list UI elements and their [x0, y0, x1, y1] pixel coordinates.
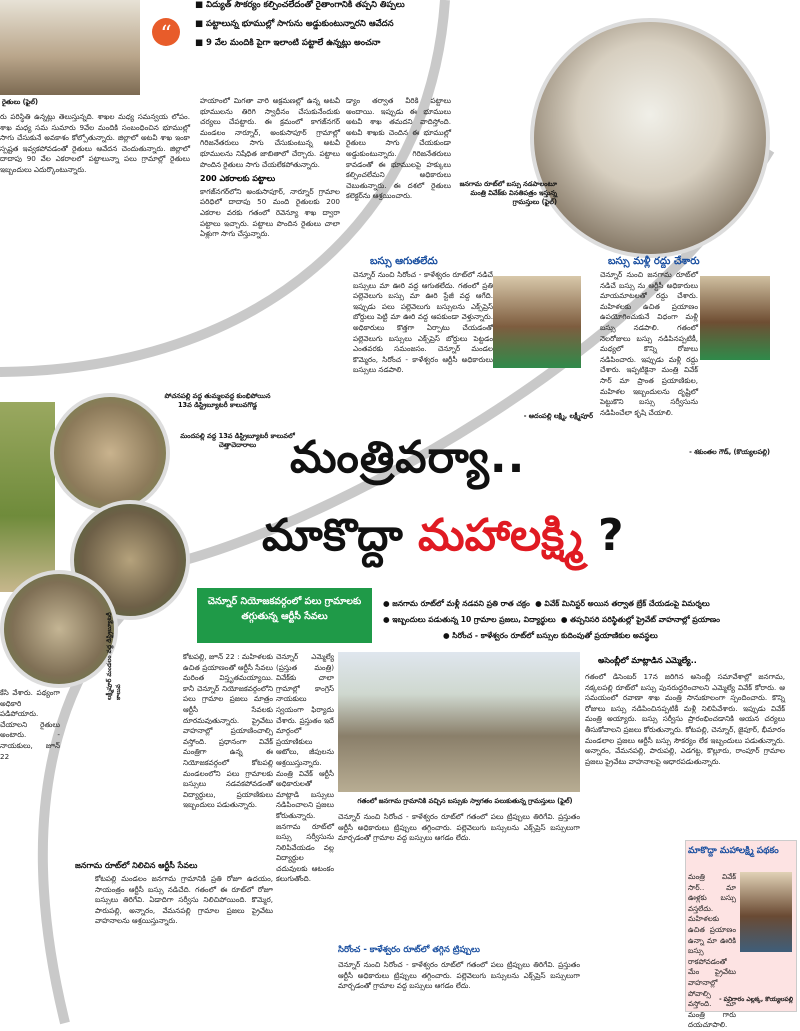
- bullet-item: ● ఇబ్బందులు పడుతున్న 10 గ్రామాల ప్రజలు, విద్యార్థులు ● తప్పనిసరి పరిస్థితుల్లో ప్రైవేట్ వాహనాల్లో ప్రయాణం: [383, 615, 721, 624]
- top-left-caption: రైతులు (ఫైల్): [2, 98, 38, 106]
- villagers-bus-photo: [338, 652, 580, 792]
- center-top-text: హయాంలో మిగతా వారి అక్రమణల్లో ఉన్న అటవీ భూములను తిరిగి స్వాధీనం చేసుకునేందుకు చర్యలు చేపట్టారు. ఈ క్రమంలో కాగజ్‌నగర్ మండలం నార్నూర్, అంకుసాపూర్ గ్రామాల్లో గిరిజనేతరులు సాగు చేసుకుంటున్న అటవీ భూములను నిషేధిత జాబితాలో చేర్చారు. పట్టాలు పొందిన రైతులు సాగు చేయలేకపోతున్నారు.: [200, 96, 340, 169]
- column-a2: కోటపల్లి మండలం జనగామ గ్రామానికి ప్రతి రోజూ ఉదయం, సాయంత్రం ఆర్టీసీ బస్సు నడిచేది. గతంలో ఈ రూట్‌లో రోజూ బస్సులు తిరిగేవి. ఏడాదిగా సర్వీసు నిలిచిపోయింది. కొమ్మెర, పారుపల్లి, అన్నారం, వేమనపల్లి గ్రామాల ప్రజలు ప్రైవేటు వాహనాలను ఆశ్రయిస్తున్నారు.: [95, 874, 273, 926]
- column-c-text: చెన్నూర్ నుంచి సిరోంచ - కాళేశ్వరం రూట్‌లో గతంలో పలు ట్రిప్పులు తిరిగేవి. ప్రస్తుతం ఆర్టీసీ అధికారులు ట్రిప్పులు తగ్గించారు. పల్లెవెలుగు బస్సులను ఎక్స్‌ప్రెస్ బస్సులుగా మార్చడంతో గ్రామాల వద్ద బస్సులు ఆగడం లేదు.: [338, 812, 580, 843]
- bullet-item: ● జనగామ రూట్‌లో మళ్లీ నడవని ప్రతి రాత చక్రం ● వివేక్ మినిస్టర్ అయిన తర్వాత బ్రేక్ చేయడంపై విమర్శలు: [383, 599, 710, 608]
- quote-item: ■ విద్యుత్ సౌకర్యం కల్పించలేదంతో రైతాంగానికి తప్పని తిప్పలు: [195, 0, 405, 10]
- quote-item: ■ 9 వేల మందికి పైగా ఇలాంటి పట్టాలే ఉన్నట్లు అంచనా: [195, 38, 381, 48]
- field-photo-strip: [0, 402, 55, 592]
- left-bottom-fragments: కేసి వేశారు. పథ్యంగా అధికారి పడిపోయారు. చేయాలని రైతులు అంటారు. - నాయకులు, జూన్ 22: [0, 688, 60, 761]
- bullet-item: ● సిరోంచ - కాళేశ్వరం రూట్‌లో బస్సుల కుదింపుతో ప్రయాణికుల అవస్థలు: [443, 631, 658, 640]
- subheading-janagama: జనగామ రూట్‌లో నిలిచిన ఆర్టీసీ సేవలు: [75, 861, 198, 870]
- minister-petition-photo: [530, 18, 770, 258]
- woman-portrait-3: [740, 872, 792, 952]
- center-top-column: [200, 96, 340, 361]
- bus-cancelled-column: చెన్నూర్ నుంచి జనగామ రూట్‌లో నడిచే బస్సు ను ఆర్టీసీ అధికారులు మాయమాటలతో రద్దు చేశారు. మహిళలకు ఉచిత ప్రయాణం ఉపయోగించుకునే విధంగా మళ్లీ బస్సు నడపాలి. గతంలో నెలరోజులు బస్సు నడిపినప్పటికీ, మధ్యలో కొన్ని రోజులు నడిపించారు. ఇప్పుడు మళ్లీ రద్దు చేశారు. ఇప్పటికైనా మంత్రి వివేక్ సార్ మా ప్రాంత ప్రయాణికుల, మహిళల ఇబ్బందులను దృష్టిలో పెట్టుకొని బస్సు సర్వీసును నడిపించేలా కృషి చేయాలి.: [600, 270, 698, 417]
- center-right-top-column: డ్యాం తర్వాత వీరికి పట్టాలు అందాయి. ఇప్పుడు ఈ భూములు అటవీ శాఖ తమదని వాదిస్తోంది. అటవీ శాఖకు చెందిన ఈ భూముల్లో రైతులు సాగు చేయకుండా అడ్డుకుంటున్నారు. గిరిజనేతరులు కావడంతో ఈ భూములపై హక్కులు కల్పించలేమని అధికారులు చెబుతున్నారు. ఈ దశలో రైతులు కలెక్టర్‌ను ఆశ్రయించారు.: [346, 96, 451, 201]
- quote-item: ■ పట్టాలున్న భూముల్లో సాగును అడ్డుకుంటున్నారని ఆవేదన: [195, 19, 394, 29]
- credit-bus-not: - ఆదంపల్లి లక్ష్మి, లక్ష్మీపూర్: [523, 412, 593, 420]
- column-c-upper: [338, 812, 580, 942]
- credit-bus-cancel: - శకుంతల గౌడ్, (కొయ్యలపల్లి): [689, 448, 770, 456]
- left-top-column: రు పరిస్థితి ఉన్నట్లు తెలుస్తున్నది. శాఖల మధ్య సమన్వయ లోపం. శాఖ మధ్య సమ సుమారు 9వేల మందికి సంబంధించిన భూముల్లో సాగు చేసుకునే అవకాశం కోల్పోతున్నారు. జిల్లాలో అటవీ శాఖ ఇంకా స్పష్టత ఇవ్వకపోవడంతో రైతులు ఆవేదన చెందుతున్నారు. జిల్లాలో దాదాపు 90 వేల ఎకరాలలో పట్టాలున్నా పలు గ్రామాల్లో రైతులు ఇబ్బందులు ఎదుర్కొంటున్నారు.: [0, 112, 190, 174]
- summary-bullets: [383, 598, 788, 641]
- column-a: [183, 652, 273, 857]
- circle-caption-2: మందపల్లి వద్ద 13వ డిస్ట్రిబ్యూటరీ కాలువలో చెత్తాచెదారాలు: [180, 432, 295, 449]
- circle-caption-1: పోచనపల్లి వద్ద తుమ్మలవద్ద కుంభిపోయిన 13వ డిస్ట్రిబ్యూటరీ కాలువగొడ్డ: [164, 392, 271, 409]
- subheading-bus-cancelled: బస్సు మళ్లీ రద్దు చేశారు: [608, 256, 700, 267]
- circle-caption-3: లక్ష్మీపూర్ మండలం వద్ద డిస్ట్రిబ్యూటరీ కాలువ: [106, 612, 122, 700]
- box-title: మాకొద్దా మహాలక్ష్మి పథకం: [688, 846, 779, 856]
- subheading-assembly: అసెంబ్లీలో మాట్లాడిన ఎమ్మెల్యే..: [598, 656, 697, 665]
- banner-text: చెన్నూర్ నియోజకవర్గంలో పలు గ్రామాలకు తగ్గుతున్న ఆర్టీసీ సేవలు: [207, 596, 362, 622]
- headline-line2: [262, 488, 624, 584]
- headline-question: ?: [598, 510, 624, 561]
- column-d: గతంలో డిసెంబర్ 17న జరిగిన అసెంబ్లీ సమావేశాల్లో జనగామ, నక్కలపల్లి రూట్‌లో బస్సు పునరుద్ధరించాలని ఎమ్మెల్యే వివేక్ కోరారు. ఆ సమయంలో రవాణా శాఖ మంత్రి సానుకూలంగా స్పందించారు. కొన్ని రోజులు బస్సు నడిపించినప్పటికీ మళ్లీ నిలిపివేశారు. ఇప్పుడు వివేక్ మంత్రి అయ్యారు. బస్సు సర్వీసు ప్రారంభించడానికి ఆయన చర్యలు తీసుకోవాలని ప్రజలు కోరుతున్నారు. కోటపల్లి, చెన్నూర్, జైపూర్, భీమారం మండలాల ప్రజలు ఆర్టీసీ బస్సు సౌకర్యం లేక ఇబ్బందులు పడుతున్నారు. అన్నారం, వేమనపల్లి, పారుపల్లి, ఎడగట్ట, కొల్లూరు, రాంపూర్ గ్రామాల ప్రజలు ప్రైవేటు వాహనాలపై ఆధారపడుతున్నారు.: [585, 672, 785, 766]
- box-text: మంత్రి వివేక్ సార్.. మా ఊళ్లకు బస్సు వస్తలేదు. మహిళలకు ఉచిత ప్రయాణం ఉన్నా మా ఊరికి బస్సు రాకపోవడంతో మేం ప్రైవేటు వాహనాల్లో పోవాల్సి వస్తోంది. మా మంత్రి గారు దయచూపాలి.: [688, 872, 736, 1030]
- canal-photo-3: [0, 570, 118, 688]
- center-top-subheading: 200 ఎకరాలకు పట్టాలు: [200, 174, 276, 184]
- center-top-text2: కాగజ్‌నగర్‌లోని అంకుసాపూర్, నార్నూర్ గ్రామాల పరిధిలో దాదాపు 50 మంది రైతులకు 200 ఎకరాల వరకు గతంలో రెవెన్యూ శాఖ ద్వారా పట్టాలు ఇచ్చారు. పట్టాలు పొందిన రైతులు చాలా ఏళ్లుగా సాగు చేస్తున్నారు.: [200, 186, 340, 239]
- column-c-lower: చెన్నూర్ నుంచి సిరోంచ - కాళేశ్వరం రూట్‌లో గతంలో పలు ట్రిప్పులు తిరిగేవి. ప్రస్తుతం ఆర్టీసీ అధికారులు ట్రిప్పులు తగ్గించారు. పల్లెవెలుగు బస్సులను ఎక్స్‌ప్రెస్ బస్సులుగా మార్చడంతో గ్రామాల వద్ద బస్సులు ఆగడం లేదు.: [338, 960, 580, 991]
- headline-part-b: మహాలక్ష్మి: [418, 510, 583, 561]
- column-a-text: కోటపల్లి, జూన్ 22 : మహిళలకు ఉచిత ప్రయాణంతో ఆర్టీసీ సేవలు మరింత విస్తృతమయ్యాయి. కానీ చెన్నూర్ నియోజకవర్గంలోని పలు గ్రామాల ప్రజలు మాత్రం ఆర్టీసీ సేవలకు దూరమవుతున్నారు. ప్రైవేటు వాహనాల్లో ప్రయాణించాల్సి వస్తోంది. ప్రధానంగా వివేక్ మంత్రిగా ఉన్న ఈ నియోజకవర్గంలో కోటపల్లి మండలంలోని పలు గ్రామాలకు బస్సులు నడవకపోవడంతో విద్యార్థులు, ప్రయాణికులు ఇబ్బందులు పడుతున్నారు.: [183, 652, 273, 810]
- subheading-bus-not-stopping: బస్సు ఆగుతలేదు: [370, 256, 438, 267]
- headline-part-a: మాకొద్దా: [262, 510, 403, 561]
- subheading-sironcha: సిరోంచ - కాళేశ్వరం రూట్‌లో తగ్గిన ట్రిప్పులు: [338, 945, 480, 955]
- column-b: చెన్నూర్ ఎమ్మెల్యే (ప్రస్తుత మంత్రి) వివేక్‌కు చాలా గ్రామాల్లో కాంగ్రెస్ నాయకులు స్వయంగా ఫిర్యాదు చేశారు. ప్రస్తుతం ఇదే మార్గంలో ప్రయాణికులు ఆటోలు, జీపులను ఆశ్రయిస్తున్నారు. మంత్రి వివేక్ ఆర్టీసీ అధికారులతో మాట్లాడి బస్సులు నడిపించాలని ప్రజలు కోరుతున్నారు. జనగామ రూట్‌లో బస్సు సర్వీసును నిలిపివేయడం వల్ల విద్యార్థుల చదువులకు ఆటంకం కలుగుతోంది.: [276, 652, 334, 884]
- bus-not-stopping-column: చెన్నూర్ నుంచి సిరోంచ - కాళేశ్వరం రూట్‌లో నడిచే బస్సులు మా ఊరి వద్ద ఆగుతలేదు. గతంలో ప్రతి పల్లెవెలుగు బస్సు మా ఊరి స్టేజీ వద్ద ఆగేది. ఇప్పుడు పలు పల్లెవెలుగు బస్సులను ఎక్స్‌ప్రెస్ బోర్డులు పెట్టి మా ఊరి వద్ద ఆపకుండా వెళ్తున్నారు. అధికారులు కొత్తగా ఏర్పాటు చేయడంతో పల్లెవెలుగు బస్సులు ఎక్స్‌ప్రెస్ బోర్డులు పెట్టడం ఎంతవరకు సమంజసం. చెన్నూర్ మండల కొమ్మెరం, సిరోంచ - కాళేశ్వరం ఆర్టీసీ అధికారులు బస్సులు నడపాలి.: [353, 270, 493, 375]
- box-credit: - పనిగారం ఎల్లక్క, కొయ్యలపల్లి: [719, 996, 793, 1003]
- headline-line1: మంత్రివర్యా..: [290, 432, 526, 483]
- bottom-photo-caption: గతంలో జనగామ గ్రామానికి వచ్చిన బస్సుకు స్వాగతం పలుకుతున్న గ్రామస్తులు (ఫైల్): [357, 797, 573, 805]
- quote-icon: “: [152, 18, 180, 46]
- canal-photo-1: [50, 393, 170, 513]
- woman-portrait-2: [700, 276, 770, 360]
- green-banner: [197, 588, 372, 643]
- woman-portrait-1: [493, 276, 581, 368]
- top-photo-caption: జనగామ రూట్‌లో బస్సు నడపాలంటూ మంత్రి వివేక్‌కు వినతిపత్రం ఇస్తున్న గ్రామస్తులు (ఫైల్): [459, 180, 557, 206]
